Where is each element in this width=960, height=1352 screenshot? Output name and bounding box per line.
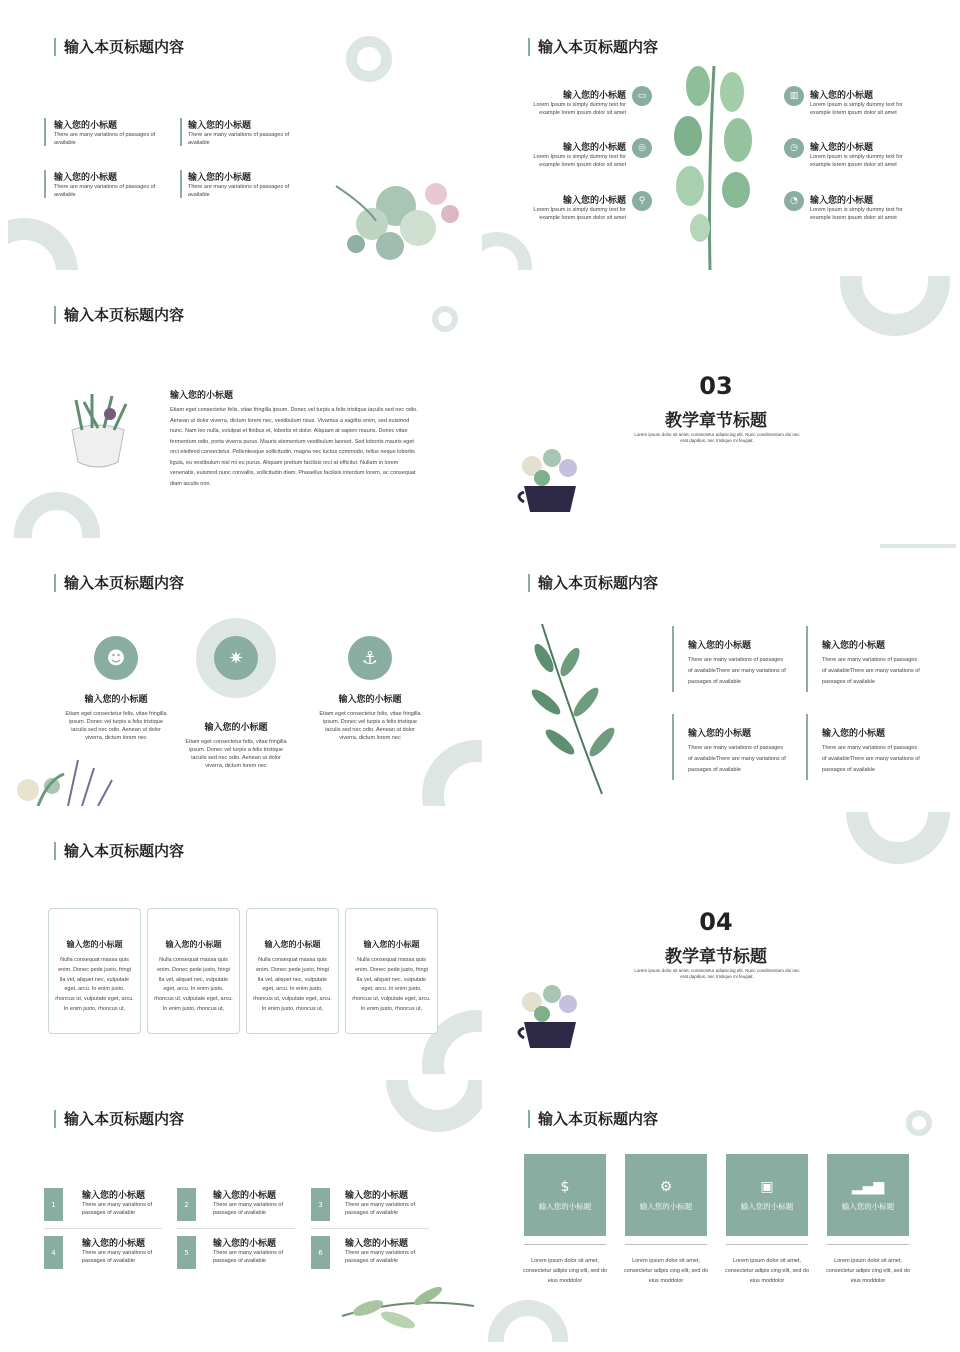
card-title: 输入您的小标题 <box>165 940 222 949</box>
item-subtitle: 输入您的小标题 <box>338 695 402 705</box>
item-text: Lorem Ipsum is simply dummy text for example lorem ipsum dolor sit amet <box>533 154 626 168</box>
card-title: 输入您的小标题 <box>264 940 321 949</box>
item-text: There are many variations of passages of available <box>213 1202 284 1216</box>
slide-8 <box>482 812 956 1074</box>
numbered-item <box>82 1236 166 1265</box>
item-text: There are many variations of passages of available <box>345 1202 416 1216</box>
numbered-item <box>82 1188 166 1217</box>
paragraph: Etiam eget consectetur felis, vitae fringilla ipsum. Donec vel turpis a felis tristique iaculis sed nec odio. Aenean ut dolor viverra, dictum lorem nec, vestibulum risus. Vivamus a sagittis enim, sed euismod nunc. Nam leo nulla, volutpat et finibus et, lobortis et dolor. Aliquam at sapien mauris. Donec vitae fermentum odio, porta viverra purus. Mauris elementum vestibulum laoreet. Sed lobortis mauris eget orci eleifend consectetur. Pellentesque sollicitudin, magna nec luctus commodo, tellus neque lobortis ligula, eu vestibulum nisl mi eu purus. Aliquam pretium facilisis orci at efficitur. Nullam in lorem venenatis, euismod nunc convallis, sollicitudin diam. Phasellus facilisis interdum lorem, ac consequat diam iaculis non. <box>170 407 418 487</box>
item-subtitle: 输入您的小标题 <box>188 173 252 183</box>
numbered-item <box>345 1188 429 1217</box>
deco-ring <box>8 218 78 270</box>
slide-4 <box>482 276 956 538</box>
numbered-item <box>345 1236 429 1265</box>
deco-ring <box>840 276 950 336</box>
tile-label: 输入您的小标题 <box>740 1201 794 1211</box>
item-text: Lorem Ipsum is simply dummy text for example lorem ipsum dolor sit amet <box>810 102 903 116</box>
slide-title: 输入本页标题内容 <box>54 38 184 56</box>
deco-ring <box>346 36 392 82</box>
item-subtitle: 输入您的小标题 <box>82 1239 146 1249</box>
tile-text: Lorem ipsum dolor sit amet, consectetur adipis cing elit, sed do eius moddolor <box>724 1258 810 1284</box>
item-subtitle: 输入您的小标题 <box>810 196 874 206</box>
clock-icon: ◷ <box>784 138 804 158</box>
accent-bar <box>180 118 182 146</box>
item-subtitle: 输入您的小标题 <box>84 695 148 705</box>
feature-tile <box>827 1154 909 1236</box>
slide-7 <box>8 812 482 1074</box>
item-text: Lorem Ipsum is simply dummy text for example lorem ipsum dolor sit amet <box>810 154 903 168</box>
divider <box>827 1244 909 1245</box>
gears-icon: ⚙ <box>659 1178 673 1195</box>
item-subtitle: 输入您的小标题 <box>562 91 626 101</box>
left-item <box>526 193 626 222</box>
item-text: There are many variations of passages of available <box>54 184 156 198</box>
card-text: Nulla consequat massa quis enim. Donec pede justo, fringi lla vel, aliquet nec, vulputate eget, arcu. In enim justo, rhoncus ut, vulputate eget, arcu. In enim justo, rhoncus ut, <box>253 957 332 1012</box>
accent-bar <box>44 170 46 198</box>
slide-3 <box>8 276 482 538</box>
tile-text: Lorem ipsum dolor sit amet, consectetur adipis cing elit, sed do eius moddolor <box>522 1258 608 1284</box>
slide-9 <box>8 1080 482 1342</box>
item-text: There are many variations of passages of available <box>82 1202 153 1216</box>
divider <box>44 1228 162 1229</box>
feature-tile <box>524 1154 606 1236</box>
slide-title: 输入本页标题内容 <box>528 38 658 56</box>
money-bag-icon: $ <box>560 1178 570 1195</box>
card-title: 输入您的小标题 <box>363 940 420 949</box>
item-block <box>822 726 922 776</box>
item-text: There are many variations of passages of available <box>345 1250 416 1264</box>
chapter-title: 教学章节标题 <box>665 947 767 967</box>
tile-text: Lorem ipsum dolor sit amet, consectetur adipis cing elit, sed do eius moddolor <box>825 1258 911 1284</box>
card <box>48 908 141 1034</box>
flower-cup-illustration <box>510 976 592 1052</box>
item-block <box>188 118 298 147</box>
item-text: Lorem Ipsum is simply dummy text for example lorem ipsum dolor sit amet <box>533 102 626 116</box>
item-text: There are many variations of passages of availableThere are many variations of passages of available <box>688 657 786 685</box>
divider <box>524 1244 606 1245</box>
right-item <box>810 88 910 117</box>
pie-chart-icon: ◔ <box>784 191 804 211</box>
olive-branch-illustration <box>338 1276 478 1340</box>
item-subtitle: 输入您的小标题 <box>810 143 874 153</box>
item-subtitle: 输入您的小标题 <box>204 723 268 733</box>
number-badge: 3 <box>311 1188 330 1221</box>
item-block <box>188 170 298 199</box>
feature-tile <box>726 1154 808 1236</box>
tile-label: 输入您的小标题 <box>841 1201 895 1211</box>
chapter-description: Lorem ipsum dolor sit amet, consectetur adipiscing elit. Nunc condimentum dui nec erat dapibus, nec tristique mi feugiat. <box>634 432 800 443</box>
tile-label: 输入您的小标题 <box>538 1201 592 1211</box>
item-text: Etiam eget consectetur felis, vitae fringilla ipsum. Donec vel turpis a felis tristique iaculis sed nec odio. Aenean ut dolor viverra, dictum lorem nec <box>65 711 167 741</box>
card-title: 输入您的小标题 <box>66 940 123 949</box>
numbered-item <box>213 1236 297 1265</box>
item-text: Etiam eget consectetur felis, vitae fringilla ipsum. Donec vel turpis a felis tristique iaculis sed nec odio. Aenean ut dolor viverra, dictum lorem nec <box>319 711 421 741</box>
deco-ring <box>482 232 532 270</box>
card-text: Nulla consequat massa quis enim. Donec pede justo, fringi lla vel, aliquet nec, vulputate eget, arcu. In enim justo, rhoncus ut, vulputate eget, arcu. In enim justo, rhoncus ut, <box>55 957 134 1012</box>
slide-title: 输入本页标题内容 <box>54 306 184 324</box>
item-text: There are many variations of passages of availableThere are many variations of passages of available <box>822 745 920 773</box>
item-subtitle: 输入您的小标题 <box>562 143 626 153</box>
deco-ring <box>488 1300 568 1342</box>
item-subtitle: 输入您的小标题 <box>345 1239 409 1249</box>
item-subtitle: 输入您的小标题 <box>54 173 118 183</box>
item-block <box>54 170 164 199</box>
divider <box>311 1228 429 1229</box>
item-text: Lorem Ipsum is simply dummy text for example lorem ipsum dolor sit amet <box>533 207 626 221</box>
chapter-description: Lorem ipsum dolor sit amet, consectetur adipiscing elit. Nunc condimentum dui nec erat dapibus, nec tristique mi feugiat. <box>634 968 800 979</box>
slide-1 <box>8 8 482 270</box>
slide-title: 输入本页标题内容 <box>54 1110 184 1128</box>
tile-text: Lorem ipsum dolor sit amet, consectetur adipis cing elit, sed do eius moddolor <box>623 1258 709 1284</box>
branch-illustration <box>658 56 768 270</box>
item-block <box>822 638 922 688</box>
item-text: There are many variations of passages of available <box>213 1250 284 1264</box>
slide-title: 输入本页标题内容 <box>528 1110 658 1128</box>
accent-bar <box>672 626 674 692</box>
number-badge: 1 <box>44 1188 63 1221</box>
feature-tile <box>625 1154 707 1236</box>
item-text: There are many variations of passages of available <box>82 1250 153 1264</box>
accent-bar <box>806 626 808 692</box>
item-text: There are many variations of passages of availableThere are many variations of passages of available <box>822 657 920 685</box>
deco-ring <box>422 740 482 806</box>
item-subtitle: 输入您的小标题 <box>822 729 886 739</box>
number-badge: 2 <box>177 1188 196 1221</box>
divider <box>726 1244 808 1245</box>
deco-ring <box>432 306 458 332</box>
item-subtitle: 输入您的小标题 <box>213 1191 277 1201</box>
chapter-number: 04 <box>699 908 733 936</box>
users-icon: ☻ <box>94 636 138 680</box>
deco-band <box>880 544 956 548</box>
item-subtitle: 输入您的小标题 <box>562 196 626 206</box>
leaf-branch-illustration <box>522 618 622 798</box>
accent-bar <box>44 118 46 146</box>
item-subtitle: 输入您的小标题 <box>213 1239 277 1249</box>
slide-10 <box>482 1080 956 1342</box>
item-text: There are many variations of passages of available <box>188 132 290 146</box>
accent-bar <box>672 714 674 780</box>
anchor-icon: ⚓ <box>348 636 392 680</box>
folder-icon: ▣ <box>760 1178 774 1195</box>
accent-bar <box>806 714 808 780</box>
slide-6 <box>482 544 956 806</box>
item-subtitle: 输入您的小标题 <box>810 91 874 101</box>
potted-succulent-illustration <box>62 390 134 472</box>
item-block <box>54 118 164 147</box>
slide-title: 输入本页标题内容 <box>528 574 658 592</box>
item-text: Lorem Ipsum is simply dummy text for example lorem ipsum dolor sit amet <box>810 207 903 221</box>
number-badge: 5 <box>177 1236 196 1269</box>
chat-icon: ▭ <box>632 86 652 106</box>
right-item <box>810 140 910 169</box>
item-block <box>688 726 788 776</box>
deco-ring <box>846 812 950 864</box>
accent-bar <box>180 170 182 198</box>
item-subtitle: 输入您的小标题 <box>54 121 118 131</box>
item-subtitle: 输入您的小标题 <box>688 729 752 739</box>
deco-ring <box>14 492 100 538</box>
slide-title: 输入本页标题内容 <box>54 842 184 860</box>
slide-5 <box>8 544 482 806</box>
chart-icon: ▥ <box>784 86 804 106</box>
card <box>147 908 240 1034</box>
left-item <box>526 88 626 117</box>
deco-ring <box>386 1080 482 1132</box>
item-subtitle: 输入您的小标题 <box>822 641 886 651</box>
item-subtitle: 输入您的小标题 <box>688 641 752 651</box>
divider <box>177 1228 295 1229</box>
divider <box>625 1244 707 1245</box>
right-item <box>810 193 910 222</box>
chapter-number: 03 <box>699 372 733 400</box>
deco-ring <box>906 1110 932 1136</box>
item-text: Etiam eget consectetur felis, vitae fringilla ipsum. Donec vel turpis a felis tristique iaculis sed nec odio. Aenean ut dolor viverra, dictum lorem nec <box>185 739 287 769</box>
item-text: There are many variations of passages of available <box>188 184 290 198</box>
item-subtitle: 输入您的小标题 <box>170 391 234 401</box>
search-icon: ⚲ <box>632 191 652 211</box>
tile-label: 输入您的小标题 <box>639 1201 693 1211</box>
left-item <box>526 140 626 169</box>
item-text: There are many variations of passages of availableThere are many variations of passages of available <box>688 745 786 773</box>
chapter-title: 教学章节标题 <box>665 411 767 431</box>
card <box>345 908 438 1034</box>
item-subtitle: 输入您的小标题 <box>188 121 252 131</box>
card <box>246 908 339 1034</box>
numbered-item <box>213 1188 297 1217</box>
item-subtitle: 输入您的小标题 <box>345 1191 409 1201</box>
succulent-illustration <box>326 166 476 270</box>
item-block <box>688 638 788 688</box>
item-text: There are many variations of passages of available <box>54 132 156 146</box>
slide-title: 输入本页标题内容 <box>54 574 184 592</box>
flowers-illustration <box>8 750 120 806</box>
target-icon: ◎ <box>632 138 652 158</box>
card-text: Nulla consequat massa quis enim. Donec pede justo, fringi lla vel, aliquet nec, vulputate eget, arcu. In enim justo, rhoncus ut, vulputate eget, arcu. In enim justo, rhoncus ut, <box>154 957 233 1012</box>
card-text: Nulla consequat massa quis enim. Donec pede justo, fringi lla vel, aliquet nec, vulputate eget, arcu. In enim justo, rhoncus ut, vulputate eget, arcu. In enim justo, rhoncus ut, <box>352 957 431 1012</box>
number-badge: 4 <box>44 1236 63 1269</box>
slide-2 <box>482 8 956 270</box>
number-badge: 6 <box>311 1236 330 1269</box>
bar-chart-icon: ▂▄▆ <box>851 1178 885 1195</box>
settings-icon: ✷ <box>214 636 258 680</box>
flower-cup-illustration <box>510 440 592 516</box>
text-block <box>170 388 424 489</box>
item-subtitle: 输入您的小标题 <box>82 1191 146 1201</box>
